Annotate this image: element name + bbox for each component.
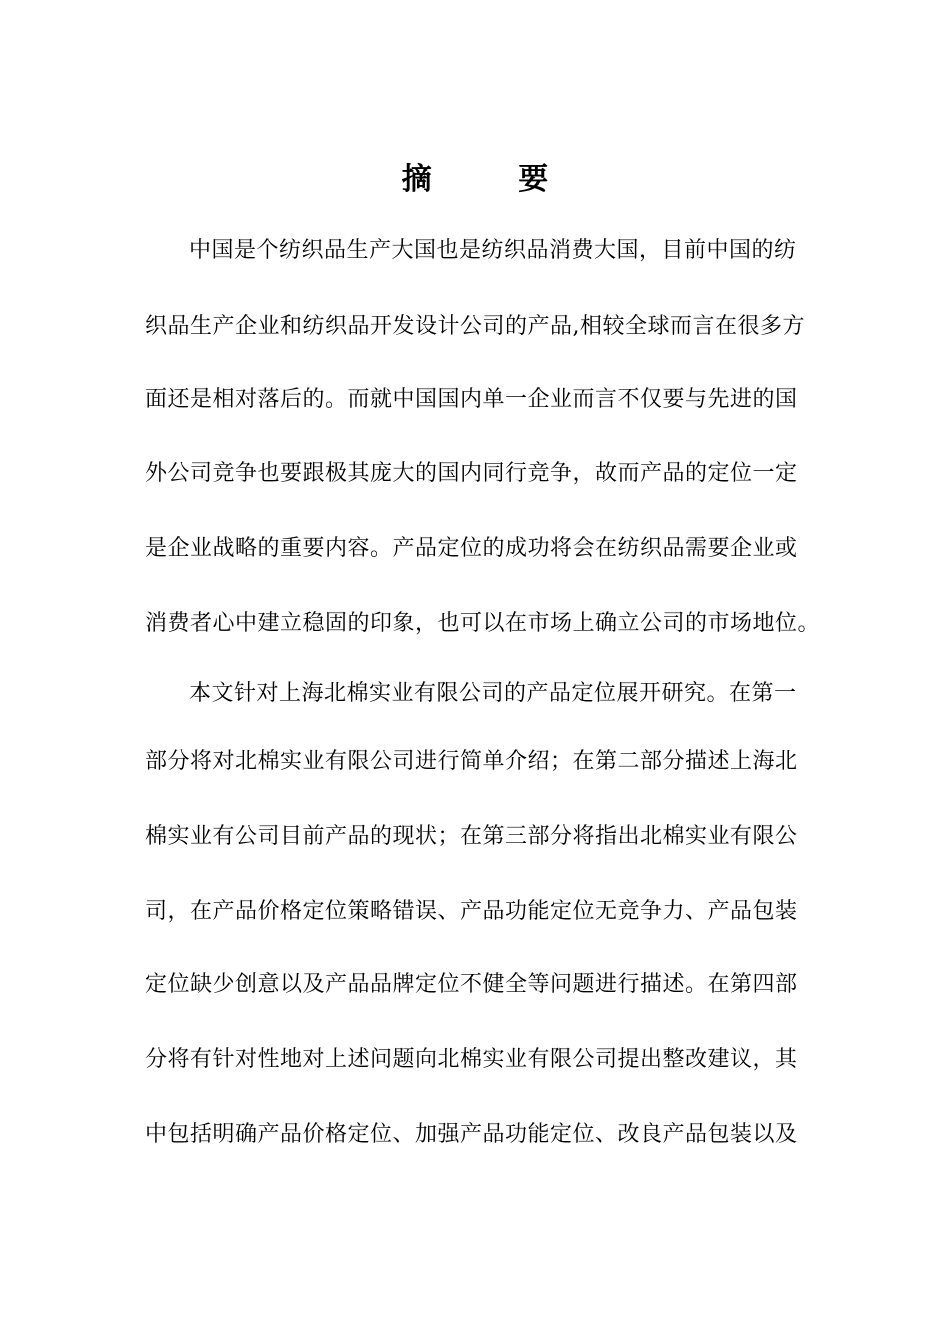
paragraph-line: 本文针对上海北棉实业有限公司的产品定位展开研究。在第一 [189,681,797,706]
paragraph-line: 棉实业有公司目前产品的现状；在第三部分将指出北棉实业有限公 [145,824,798,849]
paragraph-line: 面还是相对落后的。而就中国国内单一企业而言不仅要与先进的国 [145,387,798,412]
paragraph-line: 分将有针对性地对上述问题向北棉实业有限公司提出整改建议，其 [145,1047,798,1072]
paragraph-line: 定位缺少创意以及产品品牌定位不健全等问题进行描述。在第四部 [145,972,798,997]
paragraph-line: 是企业战略的重要内容。产品定位的成功将会在纺织品需要企业或 [145,536,798,561]
page-title: 摘 要 [401,162,587,197]
paragraph-line: 消费者心中建立稳固的印象，也可以在市场上确立公司的市场地位。 [145,611,821,636]
paragraph-line: 司，在产品价格定位策略错误、产品功能定位无竞争力、产品包装 [145,899,798,924]
paragraph-line: 中包括明确产品价格定位、加强产品功能定位、改良产品包装以及 [145,1122,798,1147]
paragraph-line: 中国是个纺织品生产大国也是纺织品消费大国，目前中国的纺 [189,238,797,263]
paragraph-line: 织品生产企业和纺织品开发设计公司的产品,相较全球而言在很多方 [145,314,805,339]
paragraph-line: 部分将对北棉实业有限公司进行简单介绍；在第二部分描述上海北 [145,749,798,774]
paragraph-line: 外公司竞争也要跟极其庞大的国内同行竞争，故而产品的定位一定 [145,461,798,486]
